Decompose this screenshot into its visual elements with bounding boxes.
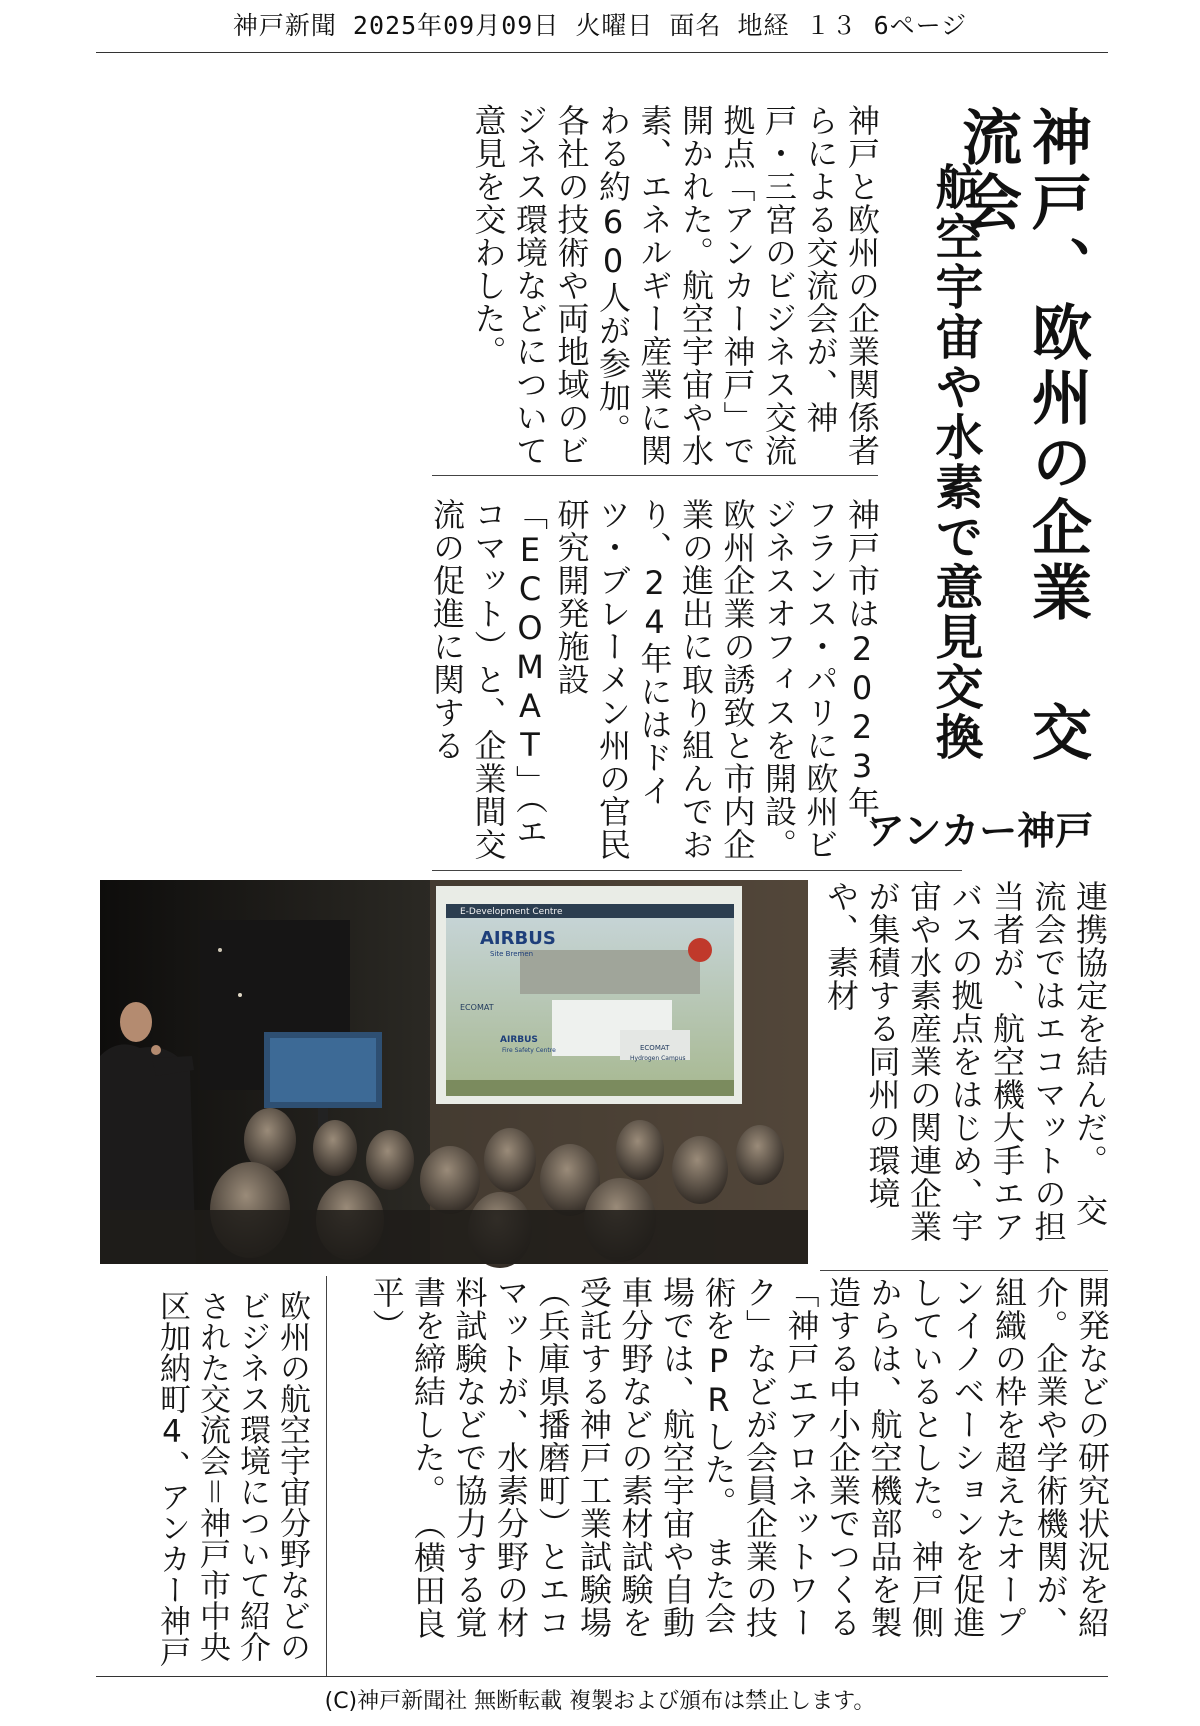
screen-site-label: Site Bremen <box>490 950 534 958</box>
caption-rule <box>326 1276 327 1676</box>
screen-dlr-label: ECOMAT <box>640 1044 670 1052</box>
screen-campus-label: Hydrogen Campus <box>630 1055 686 1062</box>
article-col3: 連携協定を結んだ。 交流会ではエコマットの担当者が、航空機大手エアバスの拠点をはじめ、宇宙や水素産業の関連企業が集積する同州の環境や、素材 <box>822 880 1109 1243</box>
column-rule-3 <box>820 1270 1108 1271</box>
headline-sub: 航空宇宙や水素で意見交換 <box>927 162 983 762</box>
article-col1: 神戸と欧州の企業関係者らによる交流会が、神戸・三宮のビジネス交流拠点「アンカー神戸」で開かれた。航空宇宙や水素、エネルギー産業に関わる約60人が参加。各社の技術や両地域のビジネス環境などについて意見を交わした。 <box>469 104 881 467</box>
article-col4: 開発などの研究状況を紹介。企業や学術機関が、組織の枠を超えたオープンイノベーションを促進しているとした。神戸側からは、航空機部品を製造する中小企業でつくる「神戸エアロネットワーク」などが会員企業の技術をPRした。 また会場では、航空宇宙や自動車分野などの素材試験を受託する神戸工業試験場（兵庫県播磨町）とエコマットが、水素分野の材料試験などで協力する覚書を締結した。 （横田良平） <box>367 1276 1111 1640</box>
top-rule <box>96 52 1108 53</box>
event-photo <box>100 880 808 1264</box>
screen-fire-label: Fire Safety Centre <box>502 1047 556 1054</box>
screen-ecomat-label: ECOMAT <box>460 1003 494 1012</box>
headline-source: アンカー神戸 <box>866 809 1094 853</box>
bottom-rule <box>96 1676 1108 1677</box>
screen-airbus-logo: AIRBUS <box>480 928 556 949</box>
column-rule <box>432 475 878 476</box>
screen-header-text: E-Development Centre <box>460 907 563 917</box>
photo-caption: 欧州の航空宇宙分野などのビジネス環境について紹介された交流会＝神戸市中央区加納町4、アンカー神戸 <box>154 1290 310 1667</box>
event-photo-illustration <box>100 880 808 1264</box>
page-header: 神戸新聞 2025年09月09日 火曜日 面名 地経 １３ 6ページ <box>232 11 968 40</box>
column-rule-2 <box>432 870 962 871</box>
copyright-footer: (C)神戸新聞社 無断転載 複製および頒布は禁止します。 <box>324 1689 876 1714</box>
screen-airbus-label: AIRBUS <box>500 1035 538 1045</box>
headline-main: 神戸、欧州の企業 交流会 <box>952 106 1092 766</box>
article-col2: 神戸市は2023年、フランス・パリに欧州ビジネスオフィスを開設。欧州企業の誘致と市内企業の進出に取り組んでおり、24年にはドイツ・ブレーメン州の官民研究開発施設「ECOMAT」（エコマット）と、企業間交流の促進に関する <box>428 498 881 861</box>
